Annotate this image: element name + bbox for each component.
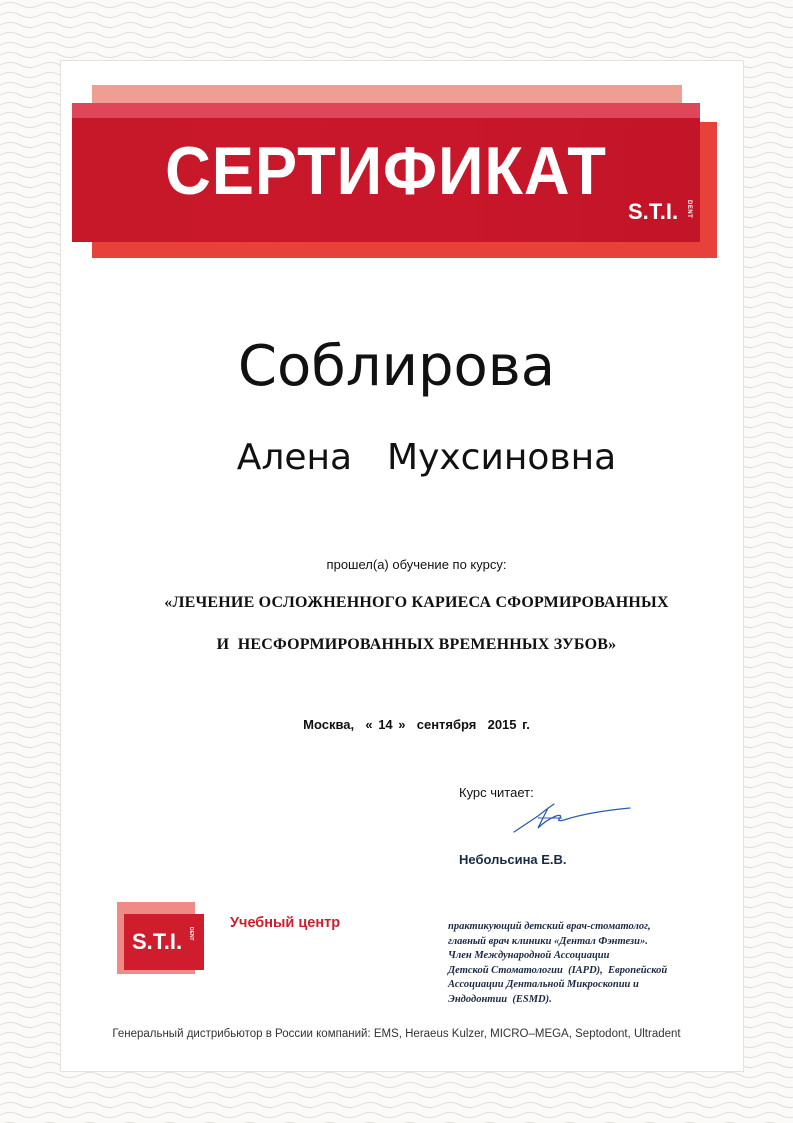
banner-logo-sub: DENT: [686, 200, 692, 219]
place-date: Москва, « 14 » сентября 2015 г.: [303, 717, 530, 732]
course-title-line2: И НЕСФОРМИРОВАННЫХ ВРЕМЕННЫХ ЗУБОВ»: [216, 636, 617, 653]
course-title-line1: «ЛЕЧЕНИЕ ОСЛОЖНЕННОГО КАРИЕСА СФОРМИРОВАННЫХ: [164, 594, 669, 611]
bio-line: Ассоциации Дентальной Микроскопии и: [448, 979, 639, 990]
bio-line: Эндодонтии (ESMD).: [448, 993, 552, 1005]
bio-line: Член Международной Ассоциации: [448, 950, 610, 961]
footer-logo-sub: DENT: [188, 927, 194, 941]
lecturer-bio: [448, 920, 718, 1007]
footer-logo-text-wrap: [132, 927, 194, 955]
bio-line: главный врач клиники «Дентал Фэнтези».: [448, 935, 648, 947]
recipient-surname: Соблирова: [237, 334, 556, 399]
banner-logo-text: S.T.I.: [628, 199, 679, 224]
footer-logo-text: S.T.I.: [132, 929, 183, 954]
signature-image: [508, 798, 633, 840]
training-center-label: Учебный центр: [230, 915, 341, 931]
banner-sti-logo: [628, 199, 692, 224]
recipient-given-names: Алена Мухсиновна: [236, 437, 617, 478]
bio-line: Детской Стоматологии (IAPD), Европейской: [448, 964, 668, 976]
bio-line: практикующий детский врач-стоматолог,: [448, 921, 651, 932]
course-intro: прошел(а) обучение по курсу:: [326, 557, 507, 572]
distributor-note: Генеральный дистрибьютор в России компаний: EMS, Heraeus Kulzer, MICRO–MEGA, Septodont, Ultradent: [112, 1028, 681, 1040]
lecturer-label: Курс читает:: [459, 785, 534, 800]
certificate-title: СЕРТИФИКАТ: [165, 133, 607, 209]
lecturer-name: Небольсина Е.В.: [459, 852, 567, 867]
